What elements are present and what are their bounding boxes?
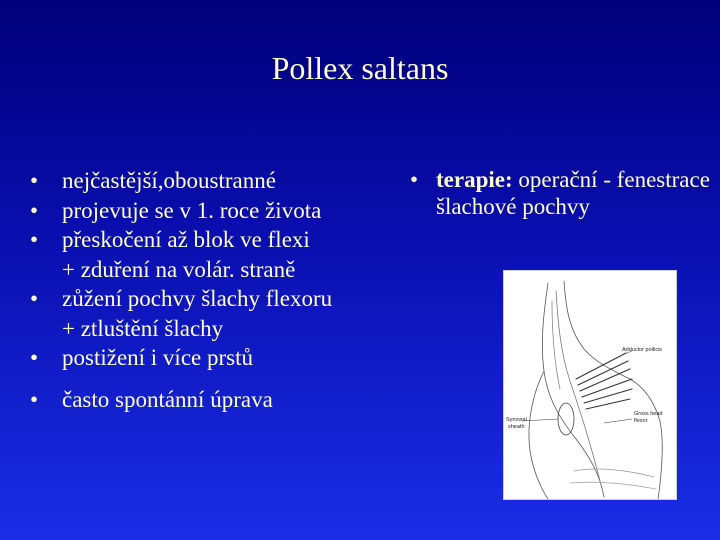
list-item [30, 284, 410, 343]
list-item-text: projevuje se v 1. roce života [62, 197, 322, 223]
list-item-text: zůžení pochvy šlachy flexoru [62, 286, 333, 311]
tendon-label-2: flexor [634, 418, 648, 424]
list-item [30, 225, 410, 284]
list-item-continuation: + zduření na volár. straně [62, 256, 296, 282]
bullet-icon: • [30, 168, 39, 193]
bullet-icon: • [30, 227, 39, 252]
tendon-label-1: Gross head [634, 411, 663, 417]
therapy-bullet [410, 166, 710, 220]
bullet-icon: • [30, 197, 39, 223]
slide-title: Pollex saltans [271, 50, 449, 86]
synovial-label-2: sheath [508, 424, 525, 430]
bullet-icon: • [30, 345, 39, 370]
list-item [30, 196, 410, 226]
list-item-text: často spontánní úprava [62, 386, 273, 412]
hand-anatomy-illustration [503, 270, 677, 500]
left-bullet-list [30, 166, 410, 414]
list-item [30, 343, 410, 373]
list-item-text: nejčastější,oboustranné [62, 168, 276, 193]
adductor-label: Adductor pollicis [622, 347, 663, 353]
therapy-label: terapie: [436, 167, 513, 192]
therapy-description: operační - fenestrace šlachové pochvy [436, 167, 710, 219]
bullet-icon: • [410, 167, 419, 192]
list-item [30, 385, 410, 415]
hand-sketch-drawing [504, 271, 676, 499]
bullet-icon: • [30, 286, 39, 311]
therapy-text [410, 166, 710, 220]
list-item-text: postižení i více prstů [62, 345, 253, 370]
synovial-label-1: Synovial [506, 417, 527, 423]
list-item-continuation: + ztluštění šlachy [62, 315, 224, 341]
list-item [30, 166, 410, 196]
list-item-text: přeskočení až blok ve flexi [62, 227, 310, 252]
bullet-icon: • [30, 386, 39, 412]
